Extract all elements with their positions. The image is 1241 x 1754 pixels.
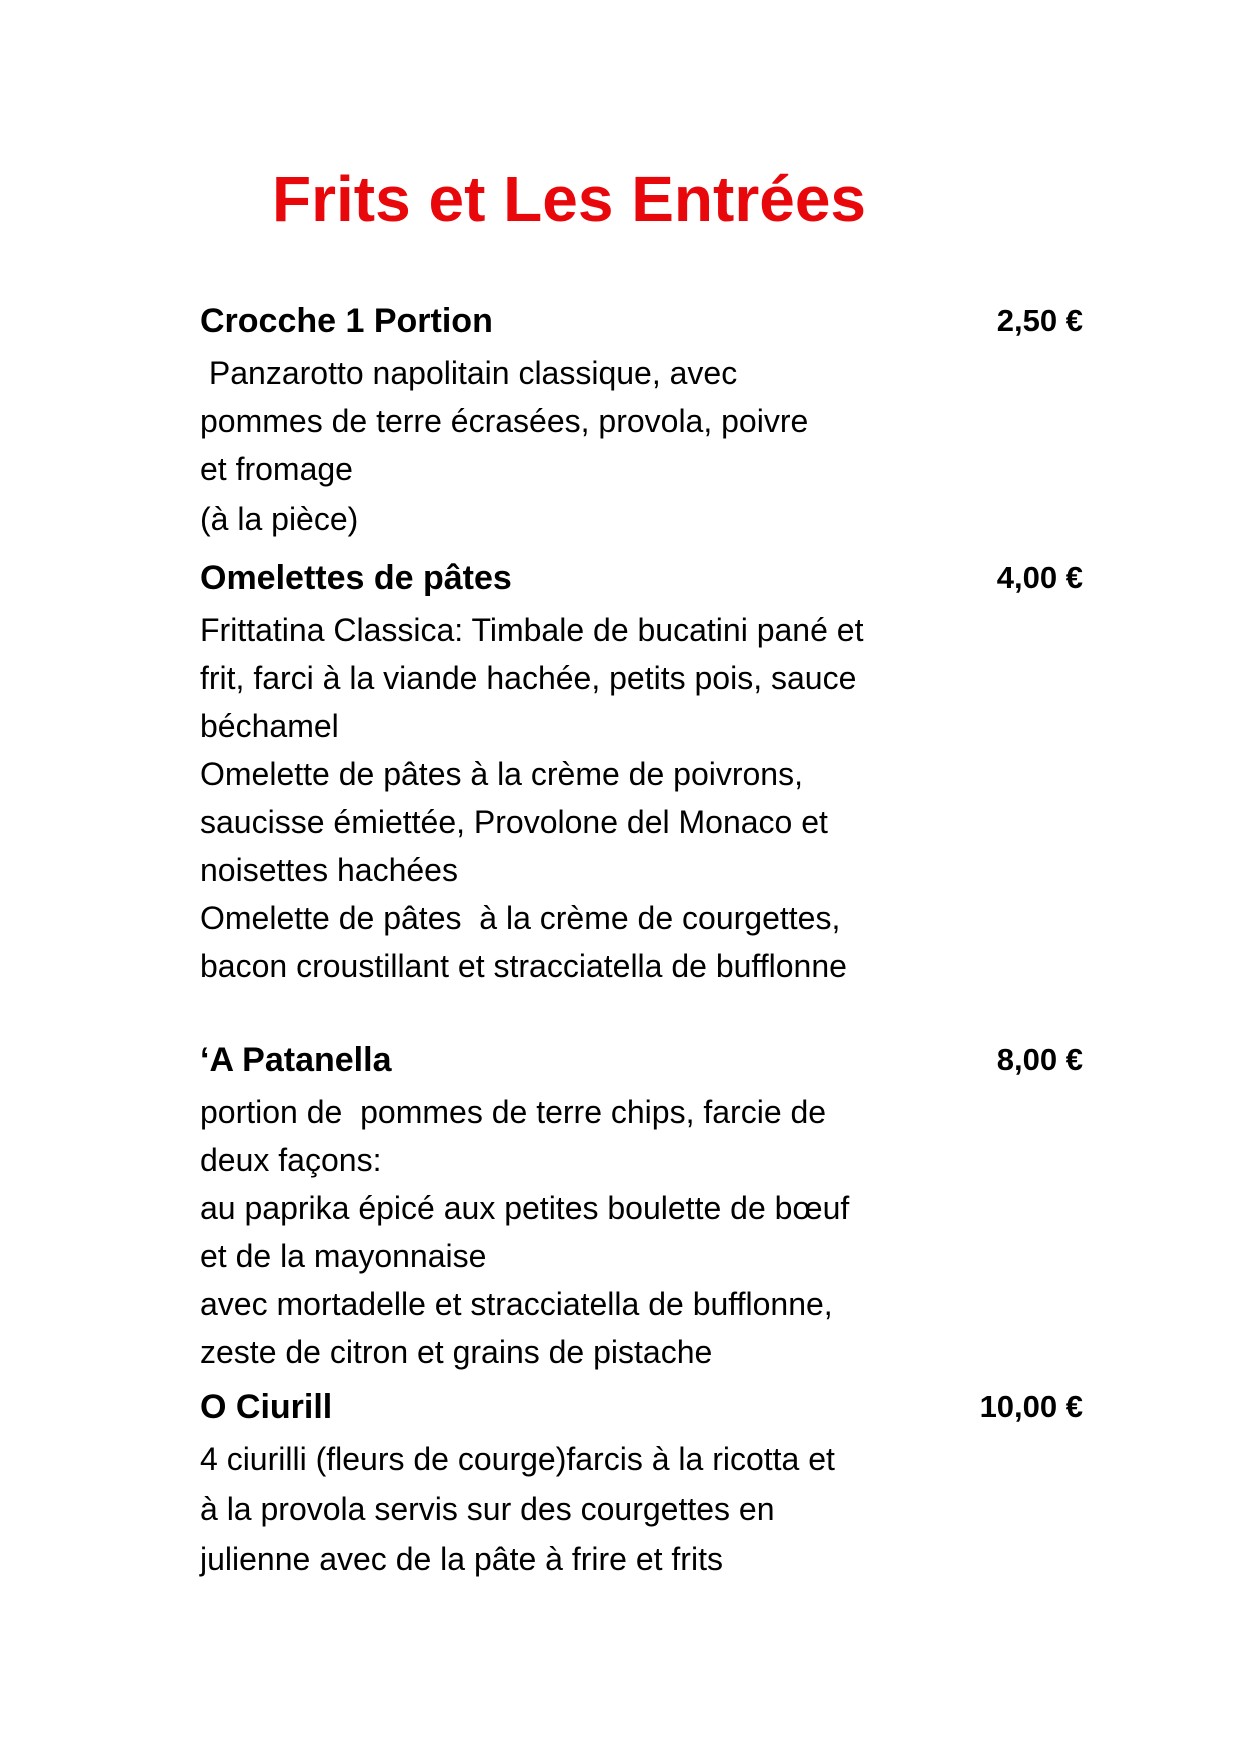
item-description bbox=[200, 1435, 960, 1585]
page-title: Frits et Les Entrées bbox=[272, 163, 866, 235]
description-line: béchamel bbox=[200, 708, 339, 744]
description-line: à la provola servis sur des courgettes en bbox=[200, 1491, 775, 1527]
description-line: (à la pièce) bbox=[200, 501, 359, 537]
item-price: 8,00 € bbox=[996, 1042, 1083, 1077]
description-line: julienne avec de la pâte à frire et frits bbox=[200, 1541, 723, 1577]
description-line: bacon croustillant et stracciatella de bufflonne bbox=[200, 948, 847, 984]
description-line: pommes de terre écrasées, provola, poivre bbox=[200, 403, 809, 439]
item-name: O Ciurill bbox=[200, 1388, 333, 1426]
item-name: Omelettes de pâtes bbox=[200, 559, 512, 597]
description-line: noisettes hachées bbox=[200, 852, 458, 888]
description-line: Frittatina Classica: Timbale de bucatini pané et bbox=[200, 612, 864, 648]
item-name: ‘A Patanella bbox=[200, 1041, 392, 1079]
description-line: portion de pommes de terre chips, farcie de bbox=[200, 1094, 827, 1130]
item-description bbox=[200, 1088, 960, 1376]
item-price: 10,00 € bbox=[979, 1389, 1083, 1424]
description-line: saucisse émiettée, Provolone del Monaco et bbox=[200, 804, 828, 840]
item-price: 2,50 € bbox=[996, 303, 1083, 338]
item-price: 4,00 € bbox=[996, 560, 1083, 595]
description-line: au paprika épicé aux petites boulette de bœuf bbox=[200, 1190, 850, 1226]
description-line: frit, farci à la viande hachée, petits pois, sauce bbox=[200, 660, 857, 696]
item-description bbox=[200, 349, 960, 543]
description-line: avec mortadelle et stracciatella de bufflonne, bbox=[200, 1286, 833, 1322]
item-name: Crocche 1 Portion bbox=[200, 302, 493, 340]
item-description bbox=[200, 606, 960, 990]
description-line: deux façons: bbox=[200, 1142, 382, 1178]
description-line: et fromage bbox=[200, 451, 353, 487]
description-line: Omelette de pâtes à la crème de poivrons, bbox=[200, 756, 803, 792]
description-line: et de la mayonnaise bbox=[200, 1238, 487, 1274]
description-line: Panzarotto napolitain classique, avec bbox=[200, 355, 738, 391]
description-line: Omelette de pâtes à la crème de courgettes, bbox=[200, 900, 841, 936]
description-line: zeste de citron et grains de pistache bbox=[200, 1334, 713, 1370]
description-line: 4 ciurilli (fleurs de courge)farcis à la ricotta et bbox=[200, 1441, 835, 1477]
